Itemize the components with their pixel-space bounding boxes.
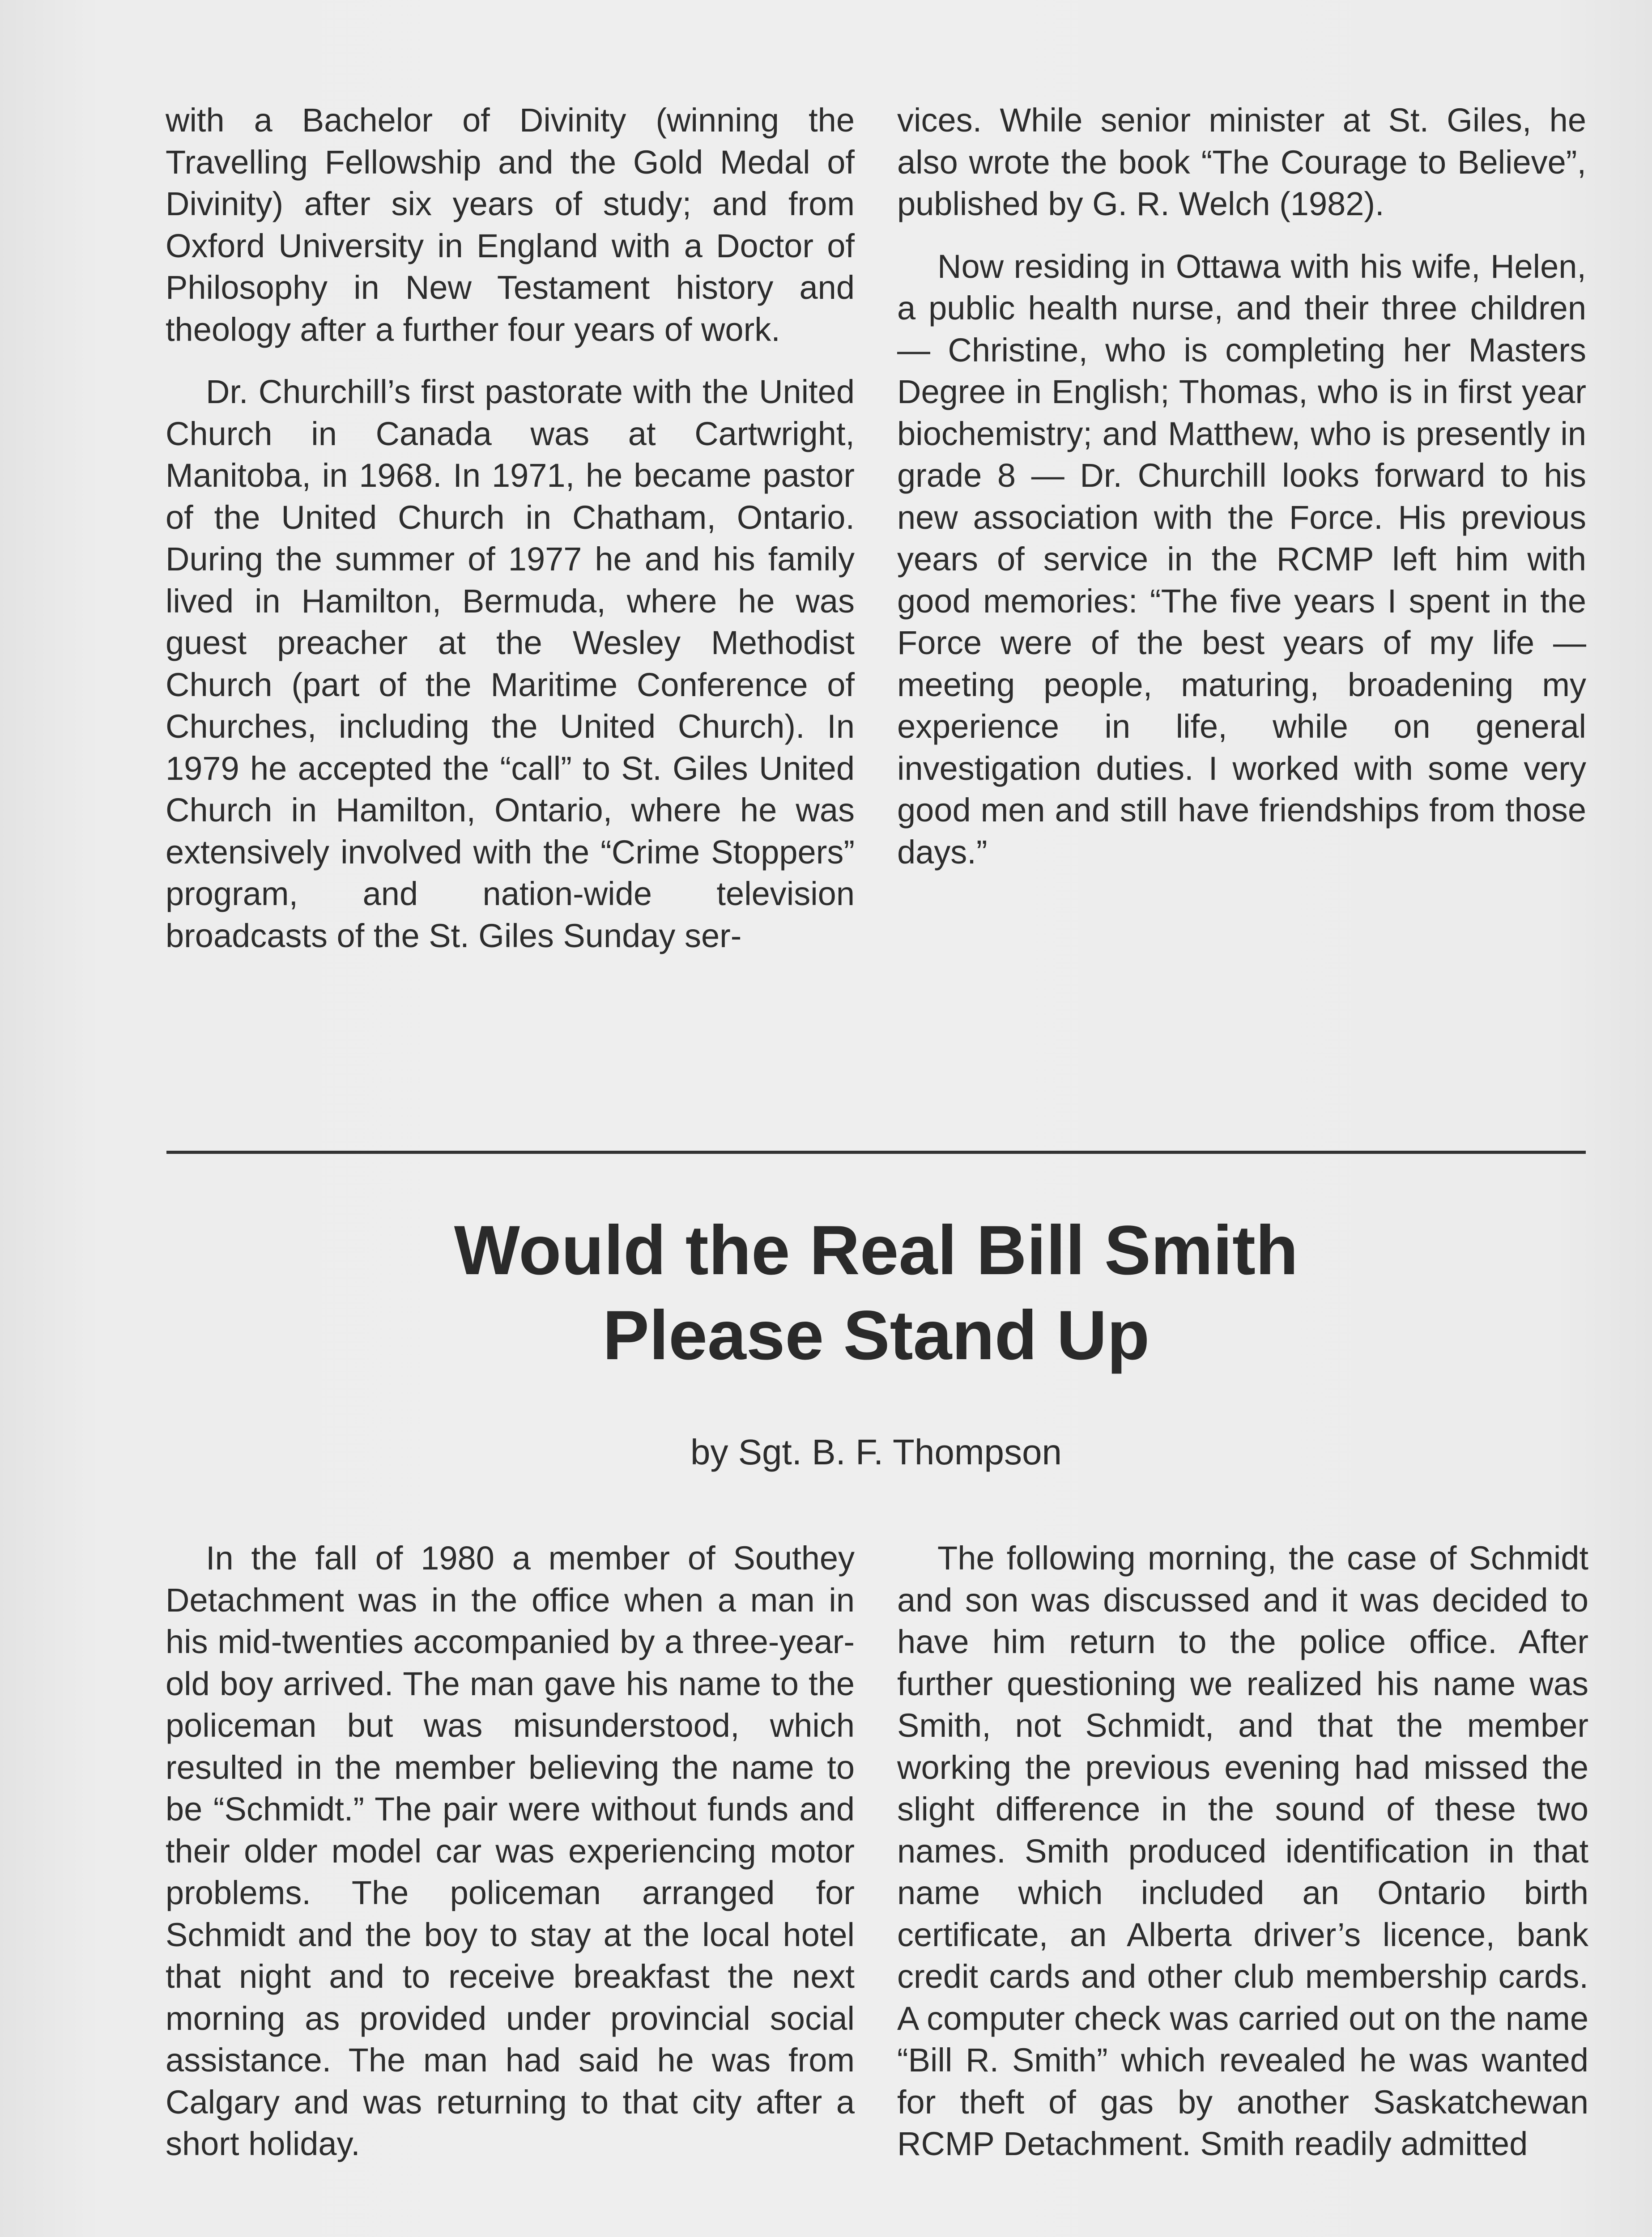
top-article-right-column [897, 99, 1586, 873]
article-right-column [897, 1537, 1588, 2165]
headline-line-1: Would the Real Bill Smith [454, 1212, 1299, 1289]
article-byline: by Sgt. B. F. Thompson [690, 1432, 1062, 1472]
paragraph: The following morning, the case of Schmidt and son was discussed and it was decided to have him return to the police office. After further questioning we realized his name was Smith, not Schmidt, and that the member working the previous evening had missed the slight difference in the sound of these two names. Smith produced identification in that name which included an Ontario birth certificate, an Alberta driver’s licence, bank credit cards and other club membership cards. A computer check was carried out on the name “Bill R. Smith” which revealed he was wanted for theft of gas by another Saskatchewan RCMP Detachment. Smith readily admitted [897, 1540, 1588, 2162]
headline-line-2: Please Stand Up [602, 1297, 1150, 1374]
paragraph: In the fall of 1980 a member of Southey Detachment was in the office when a man in his mid-twenties accompanied by a three-year-old boy arrived. The man gave his name to the policeman but was misunderstood, which resulted in the member believing the name to be “Schmidt.” The pair were without funds and their older model car was experiencing motor problems. The policeman arranged for Schmidt and the boy to stay at the local hotel that night and to receive breakfast the next morning as provided under provincial social assistance. The man had said he was from Calgary and was returning to that city after a short holiday. [166, 1540, 855, 2162]
paragraph: Dr. Churchill’s first pastorate with the United Church in Canada was at Cartwright, Manitoba, in 1968. In 1971, he became pastor of the United Church in Chatham, Ontario. During the summer of 1977 he and his family lived in Hamilton, Bermuda, where he was guest preacher at the Wesley Methodist Church (part of the Maritime Conference of Churches, including the United Church). In 1979 he accepted the “call” to St. Giles United Church in Hamilton, Ontario, where he was extensively involved with the “Crime Stoppers” program, and nation-wide television broadcasts of the St. Giles Sunday ser- [166, 373, 855, 954]
top-article-left-column [166, 99, 855, 957]
article-left-column [166, 1537, 855, 2165]
paragraph: vices. While senior minister at St. Giles, he also wrote the book “The Courage to Believe”, published by G. R. Welch (1982). [897, 102, 1586, 222]
paragraph: Now residing in Ottawa with his wife, Helen, a public health nurse, and their three children — Christine, who is completing her Masters Degree in English; Thomas, who is in first year biochemistry; and Matthew, who is presently in grade 8 — Dr. Churchill looks forward to his new association with the Force. His previous years of service in the RCMP left him with good memories: “The five years I spent in the Force were of the best years of my life — meeting people, maturing, broadening my experience in life, while on general investigation duties. I worked with some very good men and still have friendships from those days.” [897, 247, 1586, 871]
section-divider [166, 1151, 1586, 1154]
paragraph: with a Bachelor of Divinity (winning the Travelling Fellowship and the Gold Medal of Divinity) after six years of study; and from Oxford University in England with a Doctor of Philosophy in New Testament history and theology after a further four years of work. [166, 102, 855, 348]
article-headline [166, 1208, 1586, 1378]
